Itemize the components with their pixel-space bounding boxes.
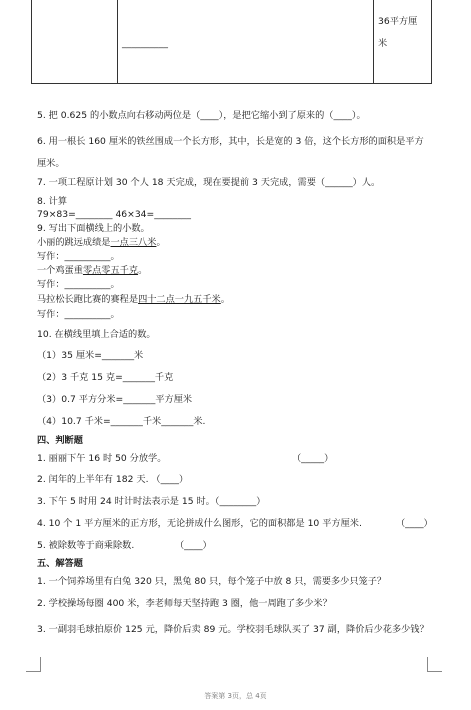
- page-footer: 答案第 3页，总 4页: [204, 692, 267, 700]
- judge-5-blank: （____）: [175, 540, 212, 551]
- question-9-write-b: 写作：__________。: [37, 279, 120, 290]
- question-9-write-a: 写作：__________。: [37, 251, 120, 262]
- question-10-3: （3）0.7 平方分米=_______平方厘米: [37, 394, 193, 405]
- question-9-write-c: 写作：__________。: [37, 309, 120, 320]
- question-9-title: 9. 写出下面横线上的小数。: [37, 223, 150, 234]
- q9b-post: 。: [138, 265, 148, 276]
- table-border-col1: [117, 0, 118, 84]
- crop-mark-right: [427, 657, 442, 672]
- question-8-calc: 79×83=________ 46×34=________: [37, 209, 191, 220]
- question-9-sentence-a: [37, 237, 166, 249]
- judge-1: 1. 丽丽下午 16 时 50 分放学。: [37, 453, 167, 464]
- table-blank: __________: [122, 38, 168, 49]
- section-4-heading: 四、判断题: [37, 435, 83, 446]
- question-8-title: 8. 计算: [37, 196, 68, 207]
- table-unit-line2: 米: [378, 38, 388, 49]
- question-9-sentence-c: [37, 294, 230, 306]
- crop-mark-left: [26, 657, 41, 672]
- q9a-underlined: 一点三八米: [110, 237, 157, 248]
- table-unit-line1: 36平方厘: [378, 16, 418, 27]
- question-9-sentence-b: [37, 265, 147, 277]
- question-10-1: （1）35 厘米=_______米: [37, 350, 144, 361]
- question-6: 6. 用一根长 160 厘米的铁丝围成一个长方形，其中，长是宽的 3 倍，这个长方形的面积是平方厘米。: [37, 136, 424, 169]
- question-10-2: （2）3 千克 15 克=_______千克: [37, 372, 174, 383]
- table-border-col2: [373, 0, 374, 84]
- table-border-left: [31, 0, 32, 84]
- solve-1: 1. 一个饲养场里有白兔 320 只，黑兔 80 只，每个笼子中放 8 只，需要多少只笼子？: [37, 576, 387, 587]
- question-5: 5. 把 0.625 的小数点向右移动两位是（____），是把它缩小到了原来的（____）。: [37, 110, 366, 121]
- judge-2: 2. 闰年的上半年有 182 天. （____）: [37, 474, 189, 485]
- q9c-underlined: 四十二点一九五千米: [138, 294, 221, 305]
- solve-3: 3. 一副羽毛球拍原价 125 元，降价后卖 89 元。学校羽毛球队买了 37 副，降价后少花多少钱？: [37, 624, 429, 635]
- judge-4-blank: （____）: [396, 518, 433, 529]
- q9c-pre: 马拉松长跑比赛的赛程是: [37, 294, 139, 305]
- question-10-4: （4）10.7 千米=_______千米_______米.: [37, 416, 206, 427]
- q9a-pre: 小丽的跳远成绩是: [37, 237, 111, 248]
- table-border-bottom: [31, 83, 432, 84]
- q9a-post: 。: [156, 237, 166, 248]
- judge-5: 5. 被除数等于商乘除数.: [37, 540, 135, 551]
- q9c-post: 。: [220, 294, 230, 305]
- judge-4: 4. 10 个 1 平方厘米的正方形，无论拼成什么图形，它的面积都是 10 平方厘米.: [37, 518, 362, 529]
- judge-1-blank: （_____）: [292, 453, 334, 464]
- table-border-right: [431, 0, 432, 84]
- section-5-heading: 五、解答题: [37, 558, 83, 569]
- question-7: 7. 一项工程原计划 30 个人 18 天完成，现在要提前 3 天完成，需要（______）人。: [37, 177, 381, 188]
- judge-3: 3. 下午 5 时用 24 时计时法表示是 15 时。（________）: [37, 496, 266, 507]
- q9b-pre: 一个鸡蛋重: [37, 265, 83, 276]
- q9b-underlined: 零点零五千克: [82, 265, 139, 276]
- question-10-title: 10. 在横线里填上合适的数。: [37, 329, 156, 340]
- solve-2: 2. 学校操场每圈 400 米，李老师每天坚持跑 3 圈，他一周跑了多少米？: [37, 598, 332, 609]
